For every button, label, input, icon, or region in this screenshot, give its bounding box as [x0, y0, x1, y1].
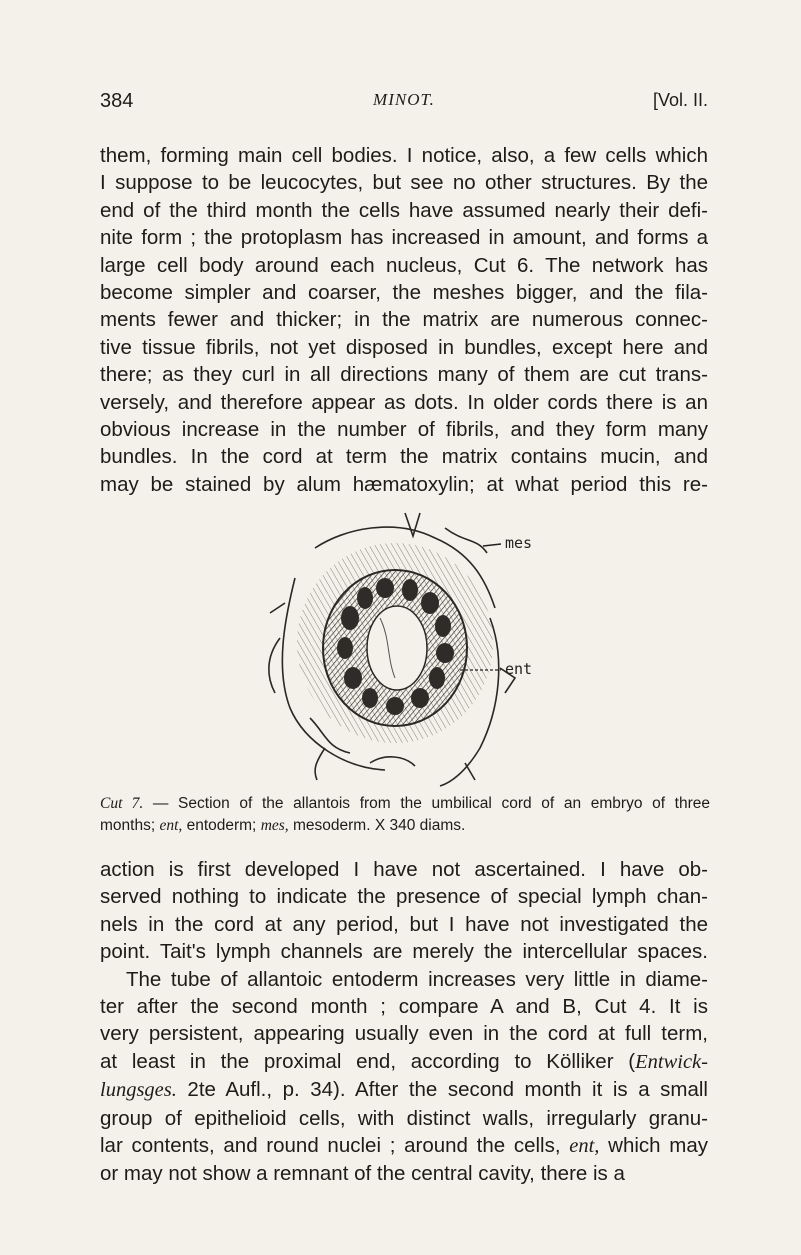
text-line: large cell body around each nucleus, Cut 6. The network has — [100, 253, 708, 277]
text-line — [100, 1048, 708, 1076]
caption-cut-number: Cut 7. — [100, 795, 144, 812]
text-line: become simpler and coarser, the meshes bigger, and the fila- — [100, 281, 708, 305]
caption-entoderm: entoderm; — [186, 817, 257, 834]
label-ent: ent — [505, 660, 533, 678]
caption-ent: ent, — [159, 817, 183, 834]
text-line: served nothing to indicate the presence of special lymph chan- — [100, 885, 708, 909]
text-line: there; as they curl in all directions many of them are cut trans- — [100, 363, 708, 387]
running-title: MINOT. — [373, 90, 435, 109]
text-segment: at least in the proximal end, according to Kölliker ( — [100, 1049, 636, 1073]
caption-line-2 — [100, 815, 710, 837]
text-line: end of the third month the cells have assumed nearly their defi- — [100, 198, 708, 222]
text-line: obvious increase in the number of fibrils, and they form many — [100, 418, 708, 442]
text-line: action is first developed I have not ascertained. I have ob- — [100, 858, 708, 881]
text-line: bundles. In the cord at term the matrix contains mucin, and — [100, 445, 708, 469]
caption-text: — Section of the allantois from the umbilical cord of an embryo of three — [152, 795, 710, 812]
caption-mesoderm: mesoderm. — [292, 817, 371, 834]
text-line: may be stained by alum hæmatoxylin; at what period this re- — [100, 472, 708, 496]
caption-months: months; — [100, 817, 156, 834]
text-line: nels in the cord at any period, but I have not investigated the — [100, 912, 708, 936]
text-line: The tube of allantoic entoderm increases very little in diame- — [126, 967, 708, 991]
text-line-last: or may not show a remnant of the central cavity, there is a — [100, 1162, 625, 1186]
paragraph-top — [100, 142, 708, 498]
text-line: point. Tait's lymph channels are merely the intercellular spaces. — [100, 940, 708, 964]
figure-caption — [100, 793, 710, 837]
text-line: group of epithelioid cells, with distinct walls, irregularly granu- — [100, 1106, 708, 1130]
page-number: 384 — [100, 90, 134, 112]
text-line: nite form ; the protoplasm has increased in amount, and forms a — [100, 226, 708, 250]
text-line: I suppose to be leucocytes, but see no other structures. By the — [100, 171, 708, 195]
text-line: ter after the second month ; compare A and B, Cut 4. It is — [100, 995, 708, 1019]
text-line: tive tissue fibrils, not yet disposed in bundles, except here and — [100, 335, 708, 359]
italic-abbrev-ent: ent, — [569, 1135, 600, 1158]
running-head — [100, 90, 708, 118]
text-line: very persistent, appearing usually even in the cord at full term, — [100, 1022, 708, 1046]
text-line: ments fewer and thicker; in the matrix are numerous connec- — [100, 308, 708, 332]
caption-mes: mes, — [260, 817, 289, 834]
label-mes: mes — [505, 534, 533, 552]
caption-line-1 — [100, 793, 710, 815]
text-line: them, forming main cell bodies. I notice, also, a few cells which — [100, 144, 708, 167]
paragraph-bottom — [100, 856, 708, 1188]
text-line: lar contents, and round nuclei ; around the cells, ent, which may — [100, 1134, 708, 1158]
figure-cut-7 — [255, 508, 555, 788]
italic-title: lungsges. — [100, 1079, 177, 1102]
text-line — [100, 1076, 708, 1104]
italic-title: Entwick- — [635, 1050, 708, 1073]
caption-magnification: X 340 diams. — [374, 817, 466, 834]
text-line: versely, and therefore appear as dots. In older cords there is an — [100, 390, 708, 414]
volume-label: [Vol. II. — [652, 90, 708, 110]
text-segment: 2te Aufl., p. 34). After the second month it is a small — [176, 1078, 708, 1102]
